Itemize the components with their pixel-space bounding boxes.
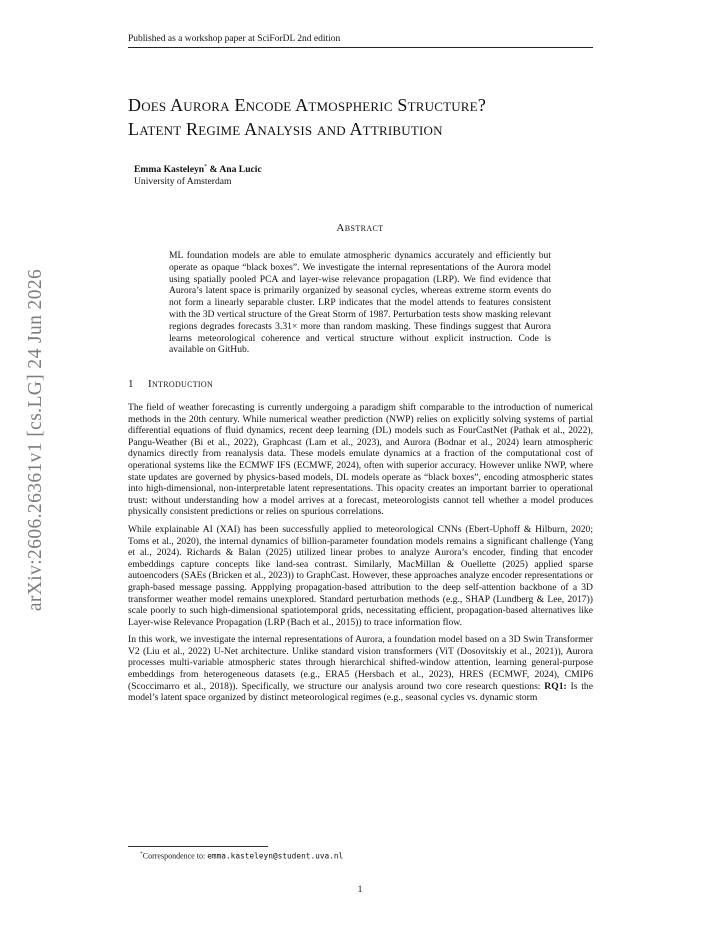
paragraph-2: While explainable AI (XAI) has been successfully applied to meteorological CNNs (Ebert-Uphoff & Hilburn, 2020; Toms et al., 2020), the internal dynamics of billion-parameter foundation models remains a significant challenge (Yang et al., 2024). Richards & Balan (2025) utilized linear probes to analyze Aurora’s encoder, finding that encoder embeddings capture concepts like land-sea contrast. Similarly, MacMillan & Ouellette (2025) applied sparse autoencoders (SAEs (Bricken et al., 2023)) to GraphCast. However, these approaches analyze encoder representations or graph-based message passing. Appplying propagation-based attribution to the deep self-attention backbone of a 3D transformer weather model remains unexplored. Standard perturbation methods (e.g., SHAP (Lundberg & Lee, 2017)) scale poorly to such high-dimensional spatiotemporal grids, necessitating efficient, propagation-based alternatives like Layer-wise Relevance Propagation (LRP (Bach et al., 2015)) to trace information flow. bbox=[128, 523, 593, 628]
abstract-text: ML foundation models are able to emulate atmospheric dynamics accurately and efficiently but operate as opaque “black boxes”. We investigate the internal representations of the Aurora model using spatially pooled PCA and layer-wise relevance propagation (LRP). We find evidence that Aurora’s latent space is primarily organized by seasonal cycles, whereas extreme storm events do not form a linearly separable cluster. LRP indicates that the model attends to features consistent with the 3D vertical structure of the Great Storm of 1987. Perturbation tests show masking relevant regions degrades forecasts 3.31× more than random masking. These findings suggest that Aurora learns meteorological coherence and vertical structure without explicit instruction. Code is available on GitHub. bbox=[169, 250, 551, 356]
venue-header: Published as a workshop paper at SciForDL 2nd edition bbox=[128, 33, 593, 48]
introduction-body bbox=[128, 402, 593, 710]
correspondence-email: emma.kasteleyn@student.uva.nl bbox=[207, 851, 344, 861]
footnote-label: Correspondence to: bbox=[142, 851, 208, 861]
page-number: 1 bbox=[357, 884, 363, 895]
footnote-divider bbox=[128, 846, 268, 847]
research-question-1-label: RQ1: bbox=[544, 680, 567, 692]
footnote-mark: * bbox=[140, 851, 143, 857]
paragraph-3-main: In this work, we investigate the internal representations of Aurora, a foundation model based on a 3D Swin Transformer V2 (Liu et al., 2022) U-Net architecture. Unlike standard vision transformers (ViT (Dosovitskiy et al., 2021)), Aurora processes multi-variable atmospheric states through hierarchical shifted-window attention, learning general-purpose embeddings from heterogeneous datasets (e.g., ERA5 (Hersbach et al., 2023), HRES (ECMWF, 2024), CMIP6 (Scoccimarro et al., 2018)). Specifically, we structure our analysis around two core research questions: bbox=[128, 634, 593, 692]
author-names bbox=[134, 161, 262, 176]
paper-title bbox=[128, 93, 608, 141]
abstract-heading: Abstract bbox=[336, 222, 384, 234]
arxiv-identifier-text: arXiv:2606.26361v1 [cs.LG] 24 Jun 2026 bbox=[25, 268, 46, 612]
author-name-2: & Ana Lucic bbox=[207, 164, 262, 176]
correspondence-footnote bbox=[140, 849, 343, 862]
title-line-1: Does Aurora Encode Atmospheric Structure? bbox=[128, 95, 487, 115]
section-title: Introduction bbox=[148, 378, 214, 390]
paragraph-1: The field of weather forecasting is currently undergoing a paradigm shift comparable to the introduction of numerical methods in the 20th century. While numerical weather prediction (NWP) relies on explicitly solving systems of partial differential equations of fluid dynamics, recent deep learning (DL) models such as FourCastNet (Pathak et al., 2022), Pangu-Weather (Bi et al., 2022), Graphcast (Lam et al., 2023), and Aurora (Bodnar et al., 2024) learn atmospheric dynamics directly from reanalysis data. These models emulate dynamics at a fraction of the computational cost of operational systems like the ECMWF IFS (ECMWF, 2024), often with superior accuracy. However unlike NWP, where state updates are governed by physics-based models, DL models operate as “black boxes”, encoding atmospheric states into high-dimensional, non-interpretable latent representations. This opacity creates an important barrier to operational trust: without understanding how a model arrives at a forecast, meteorologists cannot tell whether a model produces physically consistent predictions or relies on spurious correlations. bbox=[128, 402, 593, 518]
title-line-2: Latent Regime Analysis and Attribution bbox=[128, 119, 443, 139]
section-number: 1 bbox=[128, 378, 134, 390]
paragraph-3 bbox=[128, 634, 593, 704]
author-affiliation: University of Amsterdam bbox=[134, 176, 232, 188]
author-name-1: Emma Kasteleyn bbox=[134, 164, 205, 176]
author-footnote-mark: * bbox=[204, 164, 208, 170]
section-heading-introduction bbox=[128, 378, 213, 390]
author-block bbox=[134, 161, 262, 188]
paragraph-3-end: Is the model’s latent space organized by distinct meteorological regimes (e.g., seasonal cycles vs. dynamic storm bbox=[128, 680, 593, 704]
